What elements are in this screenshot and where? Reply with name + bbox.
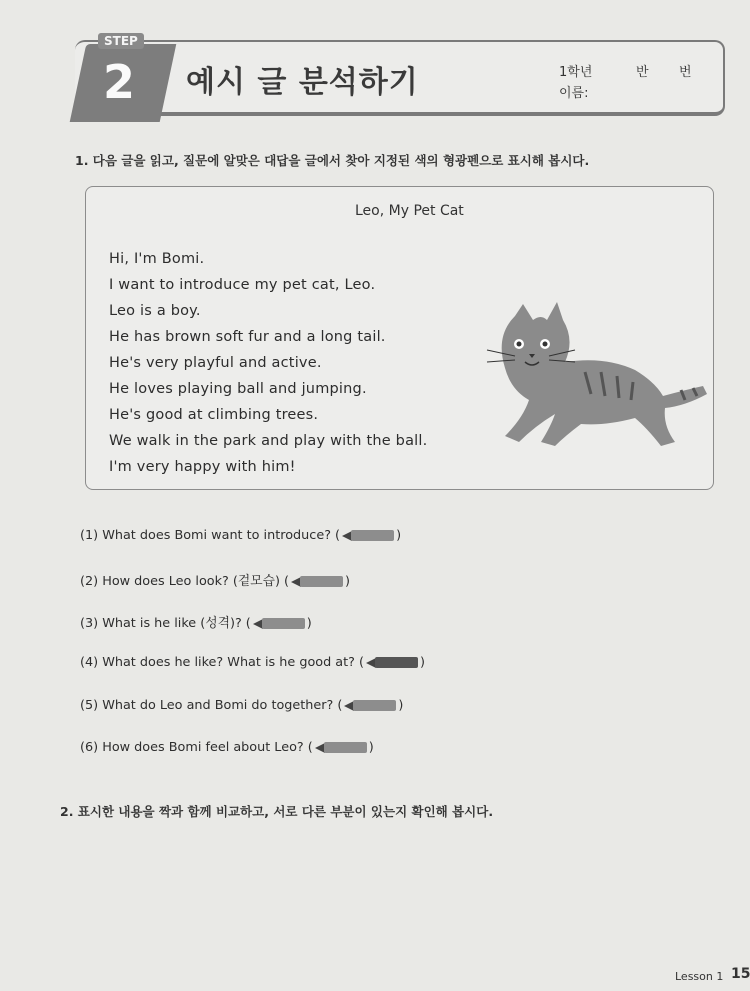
passage-line: Hi, I'm Bomi. <box>109 251 205 267</box>
passage-line: He's very playful and active. <box>109 355 322 371</box>
passage-line: I want to introduce my pet cat, Leo. <box>109 277 376 293</box>
passage-line: I'm very happy with him! <box>109 459 296 475</box>
step-label: STEP <box>98 33 144 49</box>
question-5: (5) What do Leo and Bomi do together? ( ) <box>80 698 404 713</box>
passage-line: He has brown soft fur and a long tail. <box>109 329 386 345</box>
passage-title: Leo, My Pet Cat <box>355 203 464 219</box>
step-number: 2 <box>103 55 136 109</box>
page-title: 예시 글 분석하기 <box>186 65 419 100</box>
highlighter-marker-icon <box>253 617 305 630</box>
passage-line: He loves playing ball and jumping. <box>109 381 367 397</box>
highlighter-marker-icon <box>315 741 367 754</box>
question-4: (4) What does he like? What is he good at? ( ) <box>80 655 426 670</box>
passage-line: Leo is a boy. <box>109 303 201 319</box>
highlighter-marker-icon <box>342 529 394 542</box>
class-label: 반 <box>636 65 649 80</box>
question-3: (3) What is he like (성격)? ( ) <box>80 616 312 631</box>
passage-line: We walk in the park and play with the ball. <box>109 433 428 449</box>
highlighter-marker-icon <box>291 575 343 588</box>
cat-illustration <box>485 296 715 466</box>
question-2: (2) How does Leo look? (겉모습) ( ) <box>80 574 351 589</box>
instruction-2: 2. 표시한 내용을 짝과 함께 비교하고, 서로 다른 부분이 있는지 확인해 봅시다. <box>60 804 494 819</box>
highlighter-marker-icon <box>366 656 418 669</box>
lesson-label: Lesson 1 <box>675 970 724 983</box>
passage-line: He's good at climbing trees. <box>109 407 319 423</box>
question-1: (1) What does Bomi want to introduce? ( ) <box>80 528 402 543</box>
number-label: 번 <box>679 65 692 80</box>
question-6: (6) How does Bomi feel about Leo? ( ) <box>80 740 374 755</box>
page-number: 15 <box>731 966 750 982</box>
highlighter-marker-icon <box>344 699 396 712</box>
name-label: 이름: <box>559 86 589 101</box>
instruction-1: 1. 다음 글을 읽고, 질문에 알맞은 대답을 글에서 찾아 지정된 색의 형광펜으로 표시해 봅시다. <box>75 153 590 168</box>
grade-label: 1학년 <box>559 65 593 80</box>
